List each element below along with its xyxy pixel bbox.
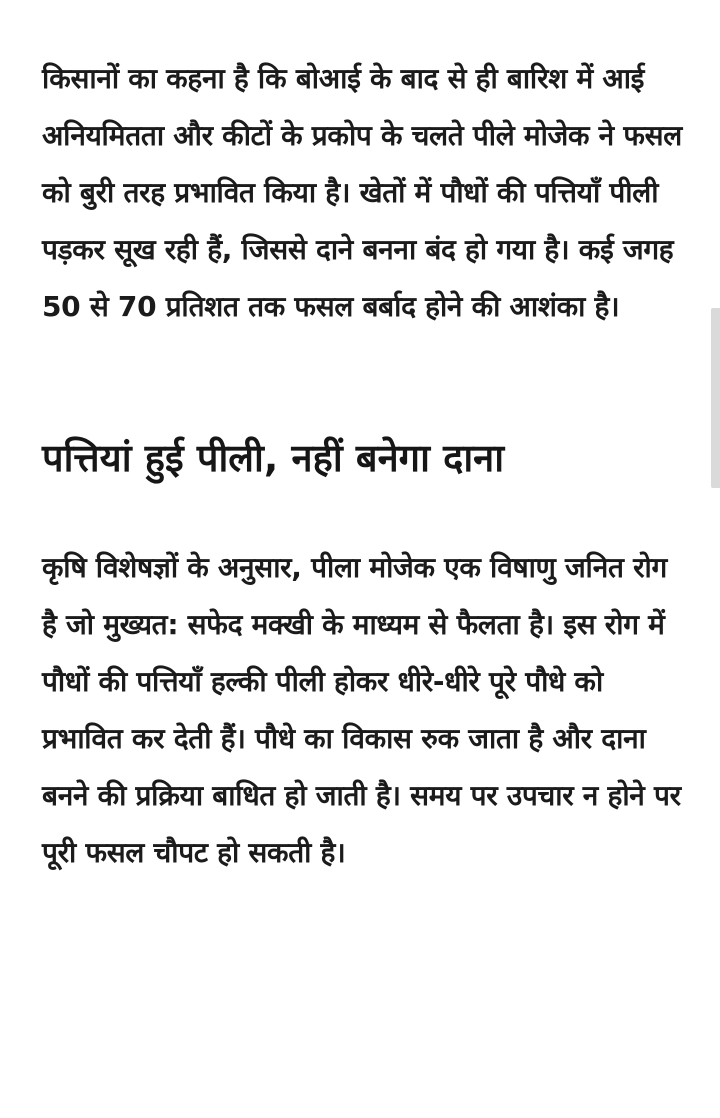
- article-body: [42, 50, 682, 881]
- scrollbar-thumb[interactable]: [711, 308, 720, 488]
- article-paragraph-1: किसानों का कहना है कि बोआई के बाद से ही बारिश में आई अनियमितता और कीटों के प्रकोप के चलते पीले मोजेक ने फसल को बुरी तरह प्रभावित किया है। खेतों में पौधों की पत्तियाँ पीली पड़कर सूख रही हैं, जिससे दाने बनना बंद हो गया है। कई जगह 50 से 70 प्रतिशत तक फसल बर्बाद होने की आशंका है।: [42, 62, 682, 323]
- article-paragraph-2: कृषि विशेषज्ञों के अनुसार, पीला मोजेक एक विषाणु जनित रोग है जो मुख्यत: सफेद मक्खी के माध्यम से फैलता है। इस रोग में पौधों की पत्तियाँ हल्की पीली होकर धीरे-धीरे पूरे पौधे को प्रभावित कर देती हैं। पौधे का विकास रुक जाता है और दाना बनने की प्रक्रिया बाधित हो जाती है। समय पर उपचार न होने पर पूरी फसल चौपट हो सकती है।: [42, 551, 681, 869]
- section-heading: पत्तियां हुई पीली, नहीं बनेगा दाना: [42, 436, 505, 480]
